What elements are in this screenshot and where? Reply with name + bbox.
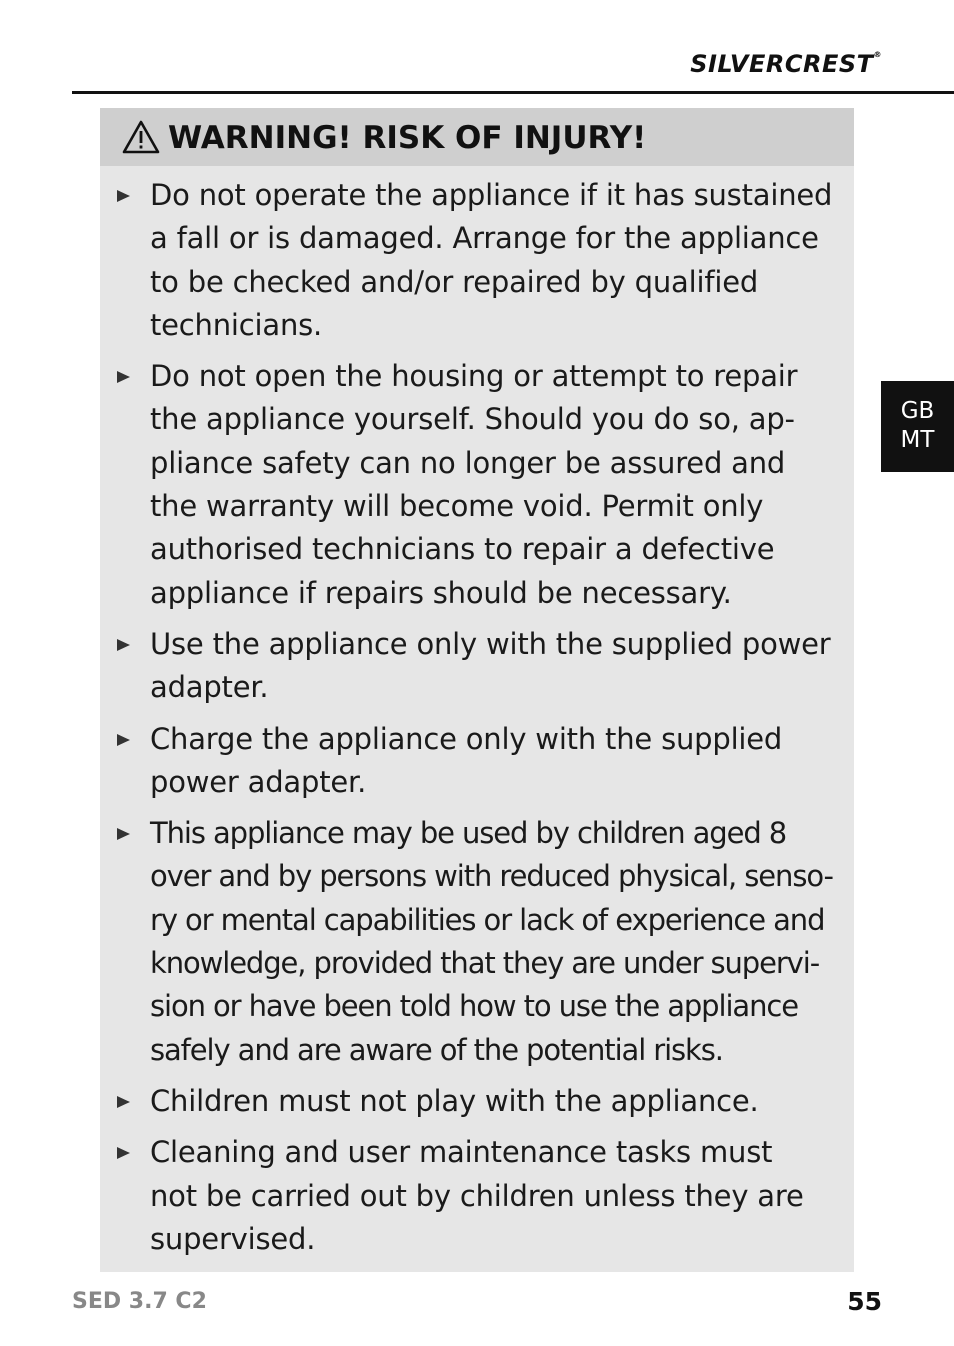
list-item (100, 174, 854, 347)
bullet-arrow-icon (117, 639, 130, 651)
list-item (100, 355, 854, 615)
warning-list (100, 174, 854, 1269)
bullet-arrow-icon (117, 371, 130, 383)
warning-triangle-icon (122, 120, 160, 154)
language-code-gb: GB (900, 398, 935, 424)
list-item (100, 1131, 854, 1261)
language-tab (881, 381, 954, 472)
list-item (100, 623, 854, 710)
model-number: SED 3.7 C2 (72, 1289, 207, 1314)
brand-name: SILVERCREST (690, 50, 874, 78)
list-item (100, 718, 854, 805)
list-item-text: Cleaning and user maintenance tasks must not be carried out by children unless they are supervised. (150, 1135, 804, 1256)
bullet-arrow-icon (117, 1096, 130, 1108)
list-item (100, 812, 854, 1072)
list-item (100, 1080, 854, 1123)
language-code-mt: MT (900, 427, 935, 453)
warning-box (100, 108, 854, 1272)
bullet-arrow-icon (117, 190, 130, 202)
registered-mark: ® (873, 50, 882, 59)
bullet-arrow-icon (117, 1147, 130, 1159)
warning-header (100, 108, 854, 166)
bullet-arrow-icon (117, 734, 130, 746)
list-item-text: Use the appliance only with the supplied power adapter. (150, 626, 831, 705)
bullet-arrow-icon (117, 828, 130, 840)
header-rule (72, 91, 954, 94)
warning-title: WARNING! RISK OF INJURY! (168, 120, 647, 156)
list-item-text: This appliance may be used by children aged 8 over and by persons with reduced physical, senso- ry or mental capabilities or lack of experience and knowledge, provided that they are under supervi- sion or have been told how to use the appliance safely and are aware of the potential risks. (150, 816, 833, 1067)
list-item-text: Charge the appliance only with the supplied power adapter. (150, 721, 783, 799)
page-number: 55 (847, 1287, 882, 1316)
list-item-text: Children must not play with the appliance. (150, 1083, 759, 1118)
brand-logo (690, 50, 882, 78)
list-item-text: Do not operate the appliance if it has sustained a fall or is damaged. Arrange for the appliance to be checked and/or repaired by qualified technicians. (150, 178, 833, 342)
list-item-text: Do not open the housing or attempt to repair the appliance yourself. Should you do so, ap- pliance safety can no longer be assured and the warranty will become void. Permit only authorised technicians to repair a defective appliance if repairs should be necessary. (150, 359, 798, 610)
